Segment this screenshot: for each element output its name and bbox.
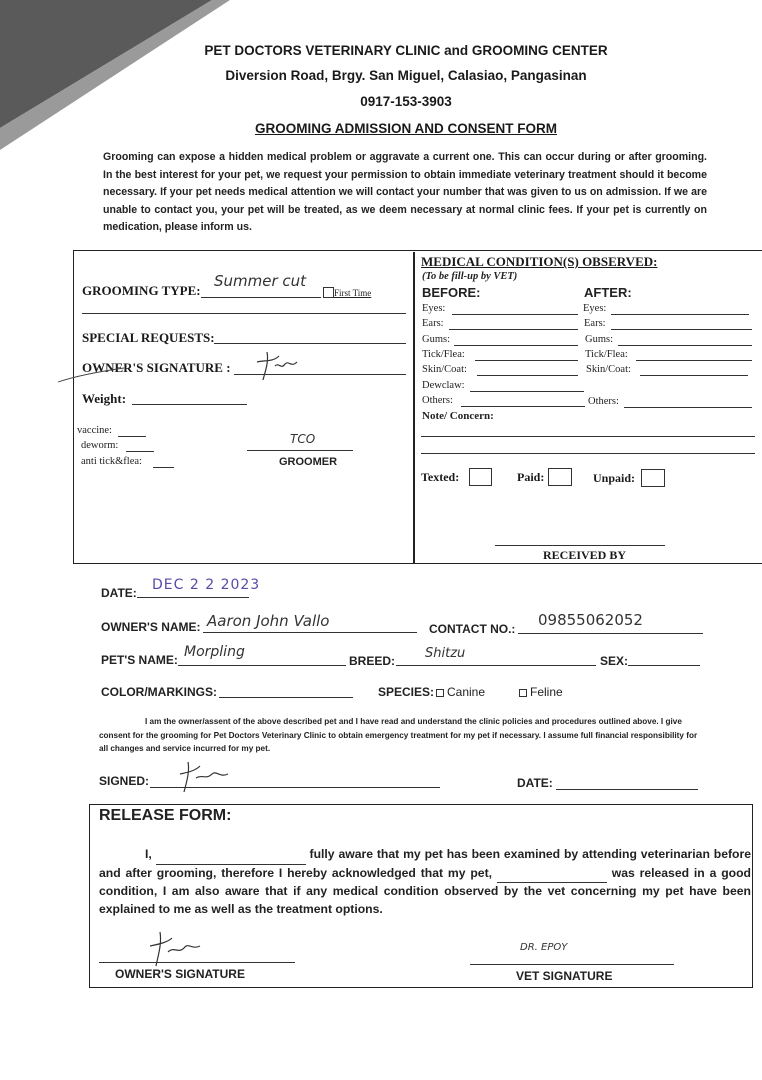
paid-checkbox[interactable] [548, 468, 572, 486]
special-requests-line[interactable] [214, 343, 406, 344]
pet-name-value: Morpling [184, 644, 245, 660]
grooming-type-value: Summer cut [214, 272, 307, 290]
first-time-label: First Time [334, 288, 372, 298]
color-markings-line[interactable] [219, 697, 353, 698]
before-tick-line[interactable] [475, 360, 578, 361]
after-others-label: Others: [588, 396, 619, 407]
release-paragraph [99, 846, 751, 918]
breed-line[interactable] [396, 665, 596, 666]
owner-name-label: OWNER'S NAME: [101, 620, 201, 634]
paid-label: Paid: [517, 470, 545, 484]
sex-line[interactable] [628, 665, 700, 666]
consent-text: I am the owner/assent of the above described pet and I have read and understand the clinic policies and procedures outlined above. I give consent for the grooming for Pet Doctors Veterinary Clinic to obtain emergency treatment for my pet if necessary. I assume full financial responsibility for all changes and service incurred for my pet. [99, 717, 698, 753]
release-part1: I, [145, 847, 152, 861]
owner-signature-scribble [255, 348, 305, 382]
groomer-line[interactable] [247, 450, 353, 451]
feline-checkbox[interactable] [519, 689, 527, 697]
after-gums-label: Gums: [585, 334, 614, 345]
groomer-label: GROOMER [279, 456, 338, 468]
vet-signature-line[interactable] [470, 964, 674, 965]
before-dewclaw-label: Dewclaw: [422, 380, 465, 391]
before-tick-label: Tick/Flea: [422, 349, 465, 360]
unpaid-checkbox[interactable] [641, 469, 665, 487]
owner-signature-bottom-label: OWNER'S SIGNATURE [115, 967, 245, 981]
after-skin-line[interactable] [640, 375, 748, 376]
note-concern-label: Note/ Concern: [422, 410, 494, 422]
release-pet-blank[interactable] [497, 865, 607, 884]
vet-signature-label: VET SIGNATURE [516, 969, 613, 983]
received-by-line[interactable] [495, 545, 665, 546]
after-label: AFTER: [584, 285, 632, 300]
contact-line[interactable] [518, 633, 703, 634]
deworm-line[interactable] [126, 451, 154, 452]
before-ears-line[interactable] [449, 329, 578, 330]
clinic-address: Diversion Road, Brgy. San Miguel, Calasiao, Pangasinan [225, 68, 587, 83]
unpaid-label: Unpaid: [593, 471, 636, 485]
before-skin-label: Skin/Coat: [422, 364, 467, 375]
signed-date-label: DATE: [517, 776, 553, 790]
release-part3: was released in a good condition, I am also aware that if any medical condition observed by the vet concerning my pet have been explained to me as well as the treatment options. [99, 865, 751, 916]
before-ears-label: Ears: [422, 318, 444, 329]
signed-date-line[interactable] [556, 789, 698, 790]
anti-tick-label: anti tick&flea: [81, 456, 142, 467]
first-time-checkbox[interactable] [323, 287, 334, 298]
special-requests-label: SPECIAL REQUESTS: [82, 330, 215, 345]
form-title: GROOMING ADMISSION AND CONSENT FORM [255, 121, 557, 136]
before-others-line[interactable] [461, 406, 585, 407]
contact-label: CONTACT NO.: [429, 622, 516, 636]
strike-mark [56, 366, 126, 384]
after-ears-line[interactable] [611, 329, 752, 330]
before-others-label: Others: [422, 395, 453, 406]
signed-signature [178, 758, 238, 794]
owner-name-line[interactable] [203, 632, 417, 633]
pet-name-label: PET'S NAME: [101, 653, 178, 667]
feline-label: Feline [530, 685, 563, 699]
vaccine-line[interactable] [118, 436, 146, 437]
grooming-type-label: GROOMING TYPE: [82, 283, 201, 298]
release-title: RELEASE FORM: [99, 807, 232, 824]
after-eyes-label: Eyes: [583, 303, 607, 314]
before-label: BEFORE: [422, 285, 481, 300]
owner-bottom-signature [148, 928, 208, 968]
grooming-type-line[interactable] [201, 297, 321, 298]
after-skin-label: Skin/Coat: [586, 364, 631, 375]
received-by-label: RECEIVED BY [543, 548, 627, 562]
after-tick-label: Tick/Flea: [585, 349, 628, 360]
weight-label: Weight: [82, 391, 127, 406]
note-line-1[interactable] [421, 436, 755, 437]
deworm-label: deworm: [81, 440, 119, 451]
contact-value: 09855062052 [538, 611, 643, 629]
after-others-line[interactable] [624, 407, 752, 408]
breed-label: BREED: [349, 654, 396, 668]
pet-name-line[interactable] [178, 665, 346, 666]
medical-subtitle: (To be fill-up by VET) [422, 271, 518, 282]
before-eyes-label: Eyes: [422, 303, 446, 314]
date-value: DEC 2 2 2023 [152, 577, 261, 593]
owner-name-value: Aaron John Vallo [207, 612, 330, 630]
intro-paragraph: Grooming can expose a hidden medical problem or aggravate a current one. This can occur during or after grooming. In the best interest for your pet, we request your permission to obtain immediate veterinary treatment should it become necessary. If your pet needs medical attention we will contact your number that was given to us on admission. If we are unable to contact you, your pet will be treated, as we deem necessary at normal clinic fees. If your pet is currently on medication, please inform us. [103, 151, 707, 233]
after-eyes-line[interactable] [611, 314, 749, 315]
before-gums-label: Gums: [422, 334, 451, 345]
before-dewclaw-line[interactable] [470, 391, 584, 392]
canine-label: Canine [447, 685, 486, 699]
before-gums-line[interactable] [454, 345, 578, 346]
before-eyes-line[interactable] [452, 314, 578, 315]
signed-label: SIGNED: [99, 774, 150, 788]
date-label: DATE: [101, 586, 137, 600]
texted-label: Texted: [421, 470, 460, 484]
color-markings-label: COLOR/MARKINGS: [101, 685, 217, 699]
species-label: SPECIES: [378, 685, 435, 699]
medical-title: MEDICAL CONDITION(S) OBSERVED: [421, 254, 658, 269]
note-line-2[interactable] [421, 453, 755, 454]
grooming-type-line-2[interactable] [82, 313, 406, 314]
groomer-initials: TCO [290, 432, 316, 446]
clinic-name: PET DOCTORS VETERINARY CLINIC and GROOMING CENTER [204, 43, 608, 58]
after-ears-label: Ears: [584, 318, 606, 329]
release-part2: fully aware that my pet has been examined by attending veterinarian before and after grooming, therefore I hereby acknowledged that my pet, [99, 847, 752, 880]
release-name-blank[interactable] [156, 846, 306, 865]
consent-paragraph [99, 715, 707, 756]
anti-tick-line[interactable] [153, 467, 174, 468]
date-line[interactable] [137, 597, 249, 598]
vet-signature-value: DR. EPOY [520, 942, 568, 953]
owner-signature-label: OWNER'S SIGNATURE : [82, 360, 231, 375]
clinic-phone: 0917-153-3903 [360, 94, 452, 109]
sex-label: SEX: [600, 654, 629, 668]
panel-divider [413, 252, 415, 564]
after-tick-line[interactable] [636, 360, 752, 361]
weight-line[interactable] [132, 404, 247, 405]
before-skin-line[interactable] [477, 375, 578, 376]
canine-checkbox[interactable] [436, 689, 444, 697]
breed-value: Shitzu [425, 646, 466, 661]
after-gums-line[interactable] [618, 345, 752, 346]
texted-checkbox[interactable] [469, 468, 492, 486]
vaccine-label: vaccine: [77, 425, 112, 436]
